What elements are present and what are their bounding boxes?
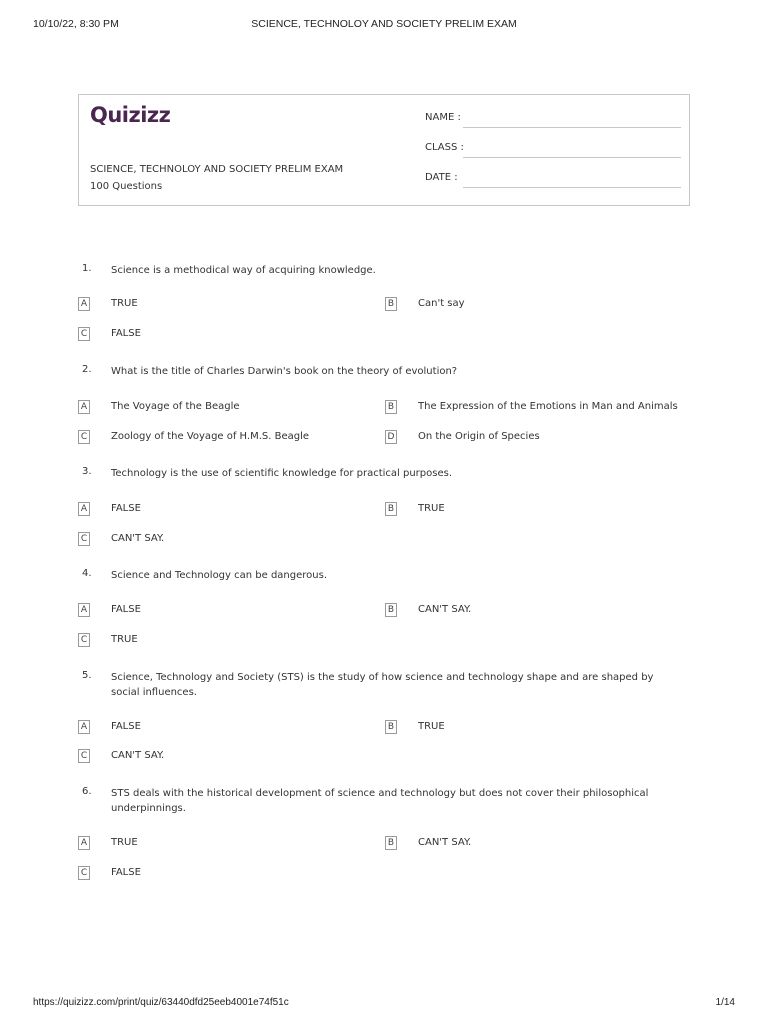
date-field [425, 172, 681, 188]
question-text: Science, Technology and Society (STS) is the study of how science and technology shape and are shaped by social influences. [111, 672, 654, 698]
option-letter-box: B [385, 502, 397, 516]
print-footer [33, 997, 735, 1011]
option-text: TRUE [111, 298, 138, 309]
option-text: On the Origin of Species [418, 431, 540, 442]
option-text: TRUE [111, 634, 138, 645]
option-text: FALSE [111, 328, 141, 339]
print-url: https://quizizz.com/print/quiz/63440dfd25eeb4001e74f51c [33, 997, 289, 1008]
option-text: Can't say [418, 298, 465, 309]
option-text: TRUE [418, 721, 445, 732]
question-number: 2. [82, 364, 92, 375]
question-number: 4. [82, 568, 92, 579]
name-line [463, 127, 681, 128]
option-text: CAN'T SAY. [111, 533, 165, 544]
option-letter-box: C [78, 749, 90, 763]
option-text: FALSE [111, 604, 141, 615]
option-letter-box: B [385, 400, 397, 414]
name-field [425, 112, 681, 128]
question-text: Technology is the use of scientific knowledge for practical purposes. [111, 468, 452, 479]
option-letter-box: C [78, 430, 90, 444]
question-number: 5. [82, 670, 92, 681]
option-text: TRUE [111, 837, 138, 848]
exam-header-box [78, 94, 690, 206]
class-line [463, 157, 681, 158]
question-number: 3. [82, 466, 92, 477]
option-text: FALSE [111, 867, 141, 878]
question-number: 1. [82, 263, 92, 274]
option-letter-box: A [78, 502, 90, 516]
option-text: CAN'T SAY. [418, 837, 472, 848]
option-text: FALSE [111, 503, 141, 514]
print-header [33, 18, 735, 32]
class-label: CLASS : [425, 142, 464, 153]
question-text: Science and Technology can be dangerous. [111, 570, 328, 581]
option-text: FALSE [111, 721, 141, 732]
print-datetime: 10/10/22, 8:30 PM [33, 18, 119, 30]
exam-title: SCIENCE, TECHNOLOY AND SOCIETY PRELIM EXAM [90, 164, 344, 175]
option-text: CAN'T SAY. [111, 750, 165, 761]
option-text: CAN'T SAY. [418, 604, 472, 615]
name-label: NAME : [425, 112, 461, 123]
option-letter-box: A [78, 836, 90, 850]
option-letter-box: A [78, 603, 90, 617]
print-title: SCIENCE, TECHNOLOY AND SOCIETY PRELIM EXAM [251, 18, 517, 30]
option-letter-box: A [78, 297, 90, 311]
option-letter-box: B [385, 297, 397, 311]
option-text: TRUE [418, 503, 445, 514]
date-label: DATE : [425, 172, 458, 183]
question-number: 6. [82, 786, 92, 797]
option-letter-box: C [78, 327, 90, 341]
page-number: 1/14 [715, 997, 735, 1008]
option-letter-box: D [385, 430, 397, 444]
option-letter-box: C [78, 866, 90, 880]
date-line [463, 187, 681, 188]
question-count: 100 Questions [90, 181, 163, 192]
option-letter-box: B [385, 720, 397, 734]
option-letter-box: B [385, 836, 397, 850]
question-text: STS deals with the historical development of science and technology but does not cover their philosophical underpinnings. [111, 788, 649, 814]
option-text: The Voyage of the Beagle [111, 401, 240, 412]
option-letter-box: B [385, 603, 397, 617]
class-field [425, 142, 681, 158]
option-letter-box: C [78, 633, 90, 647]
option-letter-box: A [78, 720, 90, 734]
option-text: Zoology of the Voyage of H.M.S. Beagle [111, 431, 310, 442]
question-text: What is the title of Charles Darwin's book on the theory of evolution? [111, 366, 458, 377]
option-letter-box: C [78, 532, 90, 546]
option-letter-box: A [78, 400, 90, 414]
question-text: Science is a methodical way of acquiring knowledge. [111, 265, 376, 276]
quizizz-logo: Quizizz [90, 103, 171, 127]
option-text: The Expression of the Emotions in Man and Animals [418, 401, 678, 412]
